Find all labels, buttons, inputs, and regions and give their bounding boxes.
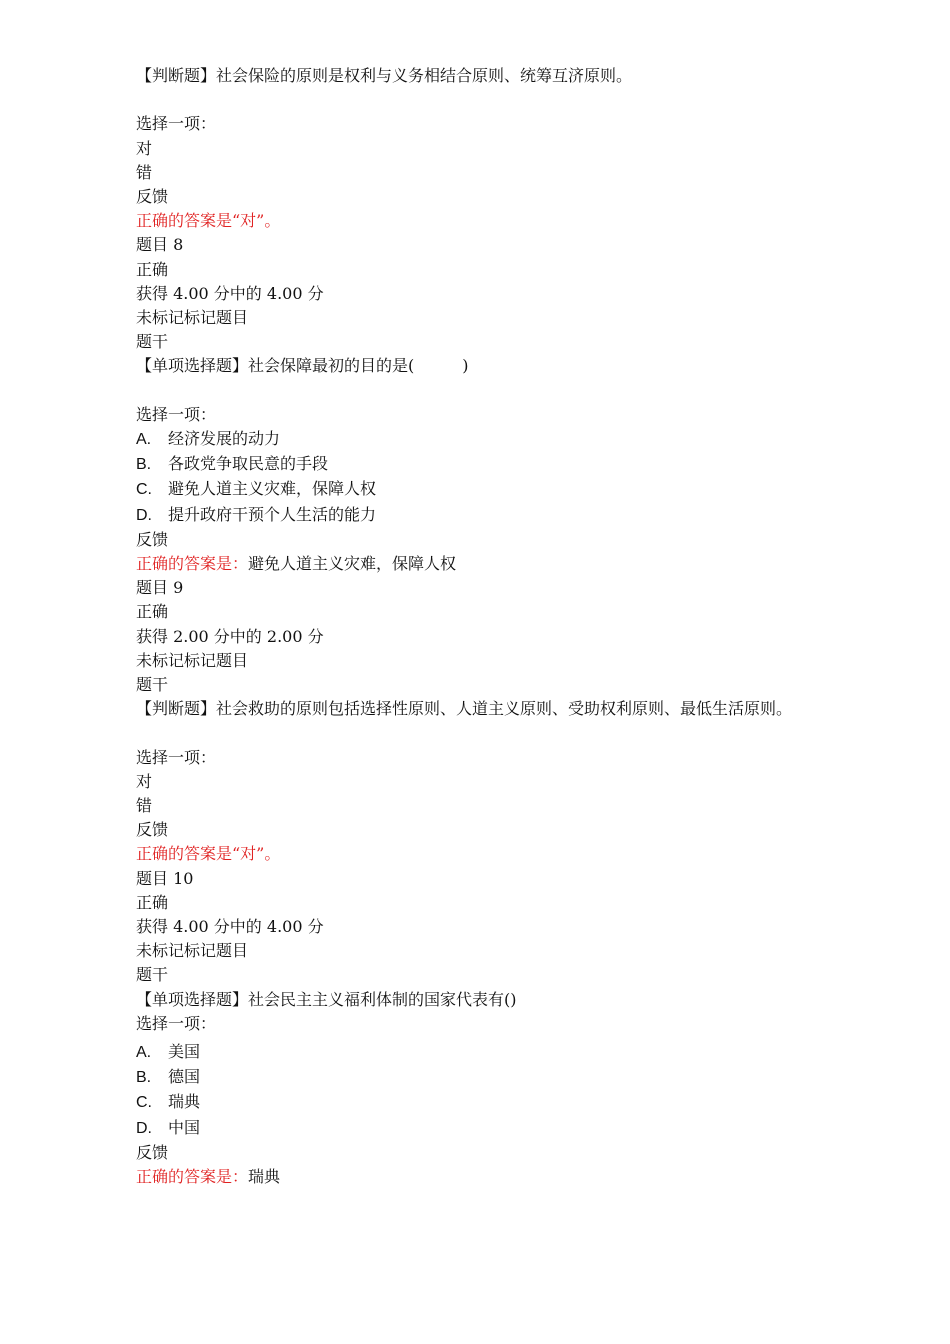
option-letter: C. (136, 481, 152, 499)
q10-number: 题目 10 (136, 868, 194, 888)
q8-option-b[interactable] (136, 452, 826, 477)
option-letter: B. (136, 456, 152, 474)
q10-stem-label: 题干 (136, 965, 169, 985)
spacer (136, 721, 826, 745)
option-text: 美国 (168, 1042, 201, 1062)
option-letter: D. (136, 1119, 152, 1137)
q9-feedback-label: 反馈 (136, 820, 169, 840)
q10-choose-label: 选择一项： (136, 1013, 217, 1033)
q7-correct-answer: 正确的答案是“对”。 (136, 211, 281, 231)
q10-option-b[interactable] (136, 1065, 826, 1090)
q8-score: 获得 4.00 分中的 4.00 分 (136, 283, 324, 303)
q10-option-c[interactable] (136, 1090, 826, 1115)
q8-option-a[interactable] (136, 427, 826, 452)
option-letter: D. (136, 506, 152, 524)
q9-score: 获得 2.00 分中的 2.00 分 (136, 626, 324, 646)
q8-option-d[interactable] (136, 503, 826, 528)
answer-label: 正确的答案是： (136, 1167, 249, 1187)
option-text: 各政党争取民意的手段 (168, 454, 329, 474)
q8-flag-link[interactable]: 未标记标记题目 (136, 308, 249, 328)
q9-stem-label: 题干 (136, 675, 169, 695)
q9-option-false[interactable]: 错 (136, 796, 153, 816)
q9-status: 正确 (136, 602, 169, 622)
q9-option-true[interactable]: 对 (136, 771, 153, 791)
q8-choose-label: 选择一项： (136, 404, 217, 424)
q9-number: 题目 9 (136, 578, 184, 598)
spacer (136, 379, 826, 403)
q7-option-true[interactable]: 对 (136, 138, 153, 158)
option-text: 瑞典 (168, 1092, 201, 1112)
q9-stem: 【判断题】社会救助的原则包括选择性原则、人道主义原则、受助权利原则、最低生活原则。 (136, 699, 793, 719)
q10-status: 正确 (136, 892, 169, 912)
q8-stem-label: 题干 (136, 332, 169, 352)
q10-option-d[interactable] (136, 1116, 826, 1141)
spacer (136, 88, 826, 112)
option-text: 中国 (168, 1117, 201, 1137)
option-letter: C. (136, 1094, 152, 1112)
option-text: 经济发展的动力 (168, 429, 281, 449)
q10-correct-answer (136, 1165, 826, 1189)
option-text: 提升政府干预个人生活的能力 (168, 504, 377, 524)
q7-feedback-label: 反馈 (136, 187, 169, 206)
option-letter: A. (136, 431, 152, 449)
option-letter: B. (136, 1069, 152, 1087)
q8-number: 题目 8 (136, 235, 184, 255)
quiz-review-page (136, 64, 826, 1189)
q7-stem: 【判断题】社会保险的原则是权利与义务相结合原则、统筹互济原则。 (136, 66, 633, 85)
q7-option-false[interactable]: 错 (136, 162, 153, 182)
q7-choose-label: 选择一项： (136, 114, 217, 134)
answer-value: 避免人道主义灾难，保障人权 (248, 554, 457, 574)
option-text: 避免人道主义灾难，保障人权 (168, 479, 377, 499)
q8-status: 正确 (136, 259, 169, 279)
q10-stem: 【单项选择题】社会民主主义福利体制的国家代表有() (136, 989, 517, 1009)
option-text: 德国 (168, 1067, 201, 1087)
q8-correct-answer (136, 552, 826, 576)
q9-choose-label: 选择一项： (136, 747, 217, 767)
q10-option-a[interactable] (136, 1040, 826, 1065)
q10-feedback-label: 反馈 (136, 1142, 169, 1162)
q9-flag-link[interactable]: 未标记标记题目 (136, 650, 249, 670)
answer-label: 正确的答案是： (136, 554, 249, 574)
q8-stem: 【单项选择题】社会保障最初的目的是( ) (136, 356, 469, 376)
option-letter: A. (136, 1044, 152, 1062)
answer-value: 瑞典 (248, 1167, 281, 1187)
q10-score: 获得 4.00 分中的 4.00 分 (136, 917, 324, 937)
q10-flag-link[interactable]: 未标记标记题目 (136, 941, 249, 961)
q8-option-c[interactable] (136, 477, 826, 502)
q9-correct-answer: 正确的答案是“对”。 (136, 844, 281, 864)
q8-feedback-label: 反馈 (136, 529, 169, 549)
